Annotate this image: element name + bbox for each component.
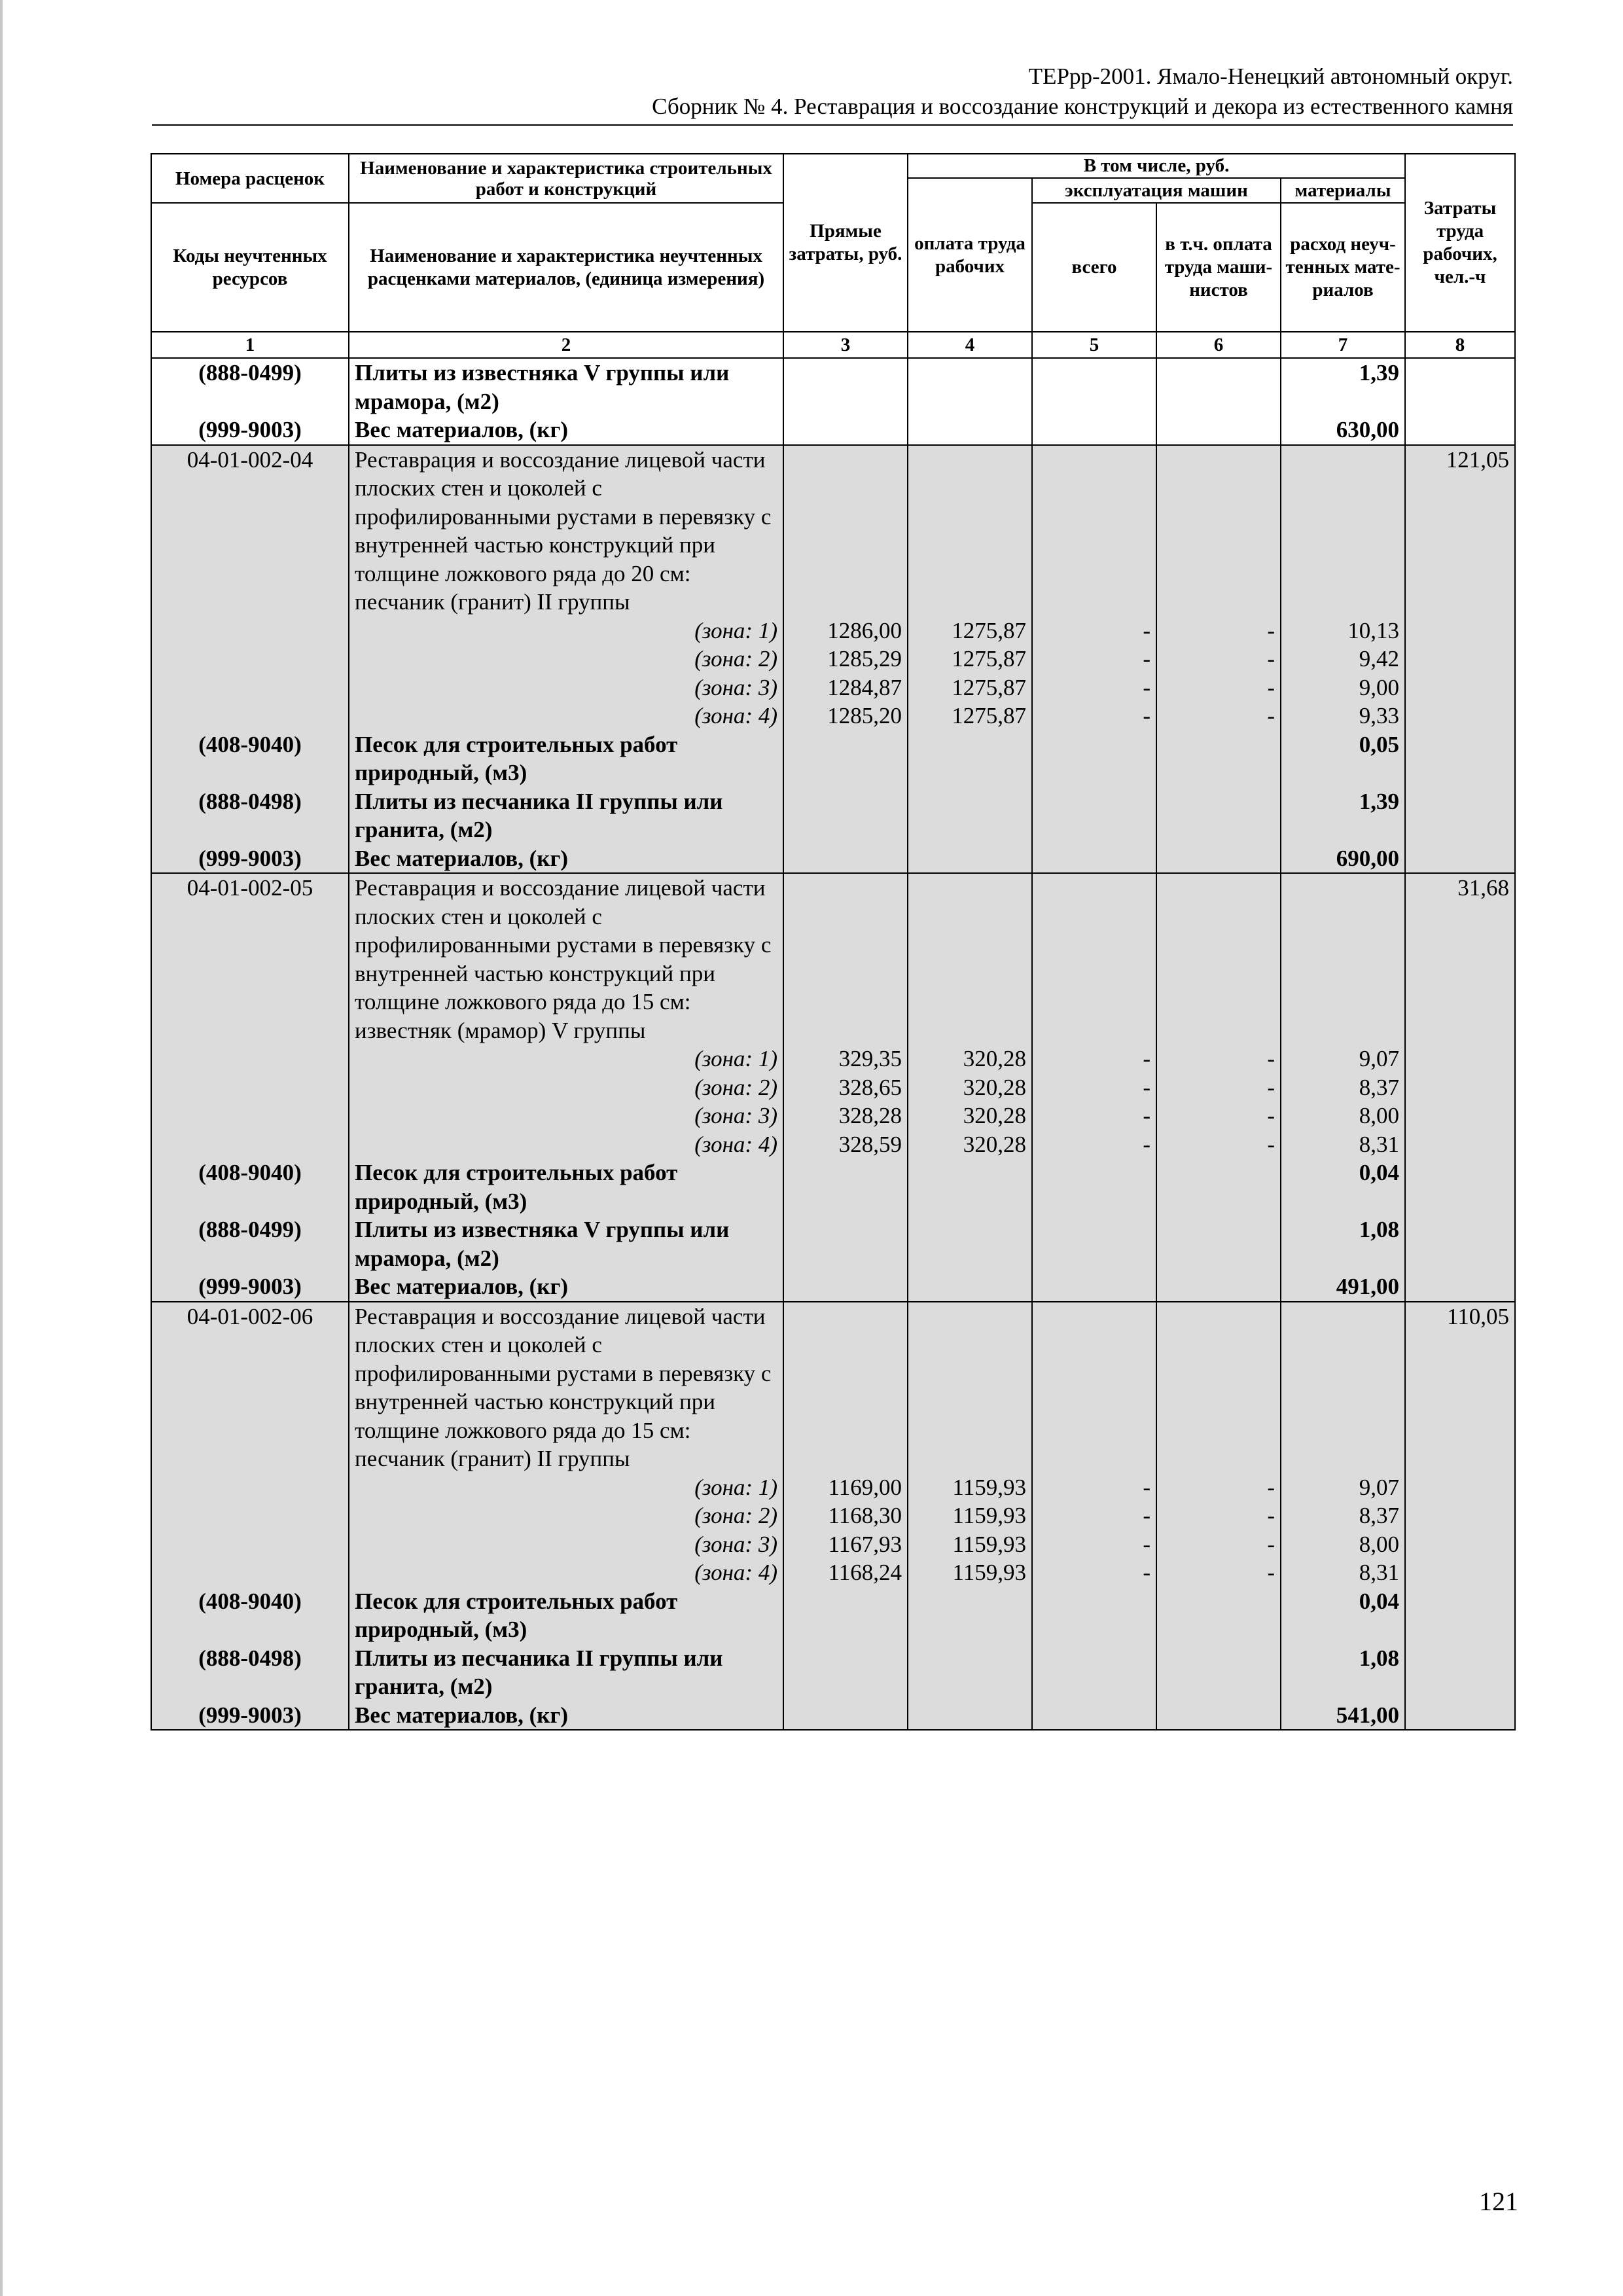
materials-cost: 9,00 xyxy=(1281,673,1405,702)
resource-row xyxy=(151,416,1515,445)
resource-row xyxy=(151,1158,1515,1215)
zone-label: (зона: 1) xyxy=(349,1045,783,1073)
empty-cell xyxy=(908,445,1032,617)
rate-row xyxy=(151,873,1515,1045)
materials-cost: 10,13 xyxy=(1281,617,1405,645)
empty-cell xyxy=(151,1045,349,1073)
empty-cell xyxy=(1032,873,1156,1045)
empty-cell xyxy=(908,1701,1032,1731)
worker-wage: 320,28 xyxy=(908,1102,1032,1130)
resource-name: Вес материалов, (кг) xyxy=(349,416,783,445)
resource-name: Вес материалов, (кг) xyxy=(349,1272,783,1302)
resource-name: Плиты из известняка V группы или мрамора, (м2) xyxy=(349,358,783,416)
resource-code: (999-9003) xyxy=(151,1272,349,1302)
empty-cell xyxy=(783,416,908,445)
empty-cell xyxy=(783,1158,908,1215)
resource-code: (999-9003) xyxy=(151,844,349,874)
empty-cell xyxy=(1281,873,1405,1045)
page-number: 121 xyxy=(1479,2187,1518,2216)
resource-row xyxy=(151,730,1515,787)
empty-cell xyxy=(1405,1558,1515,1587)
machines-total: - xyxy=(1032,1530,1156,1559)
resource-row xyxy=(151,358,1515,416)
materials-cost: 8,31 xyxy=(1281,1130,1405,1159)
rate-description: Реставрация и воссоздание лицевой части плоских стен и цоколей с профилированными рустами в перевязку с внутренней частью конструкций при толщине ложкового ряда до 20 см: песчаник (гранит) II группы xyxy=(349,445,783,617)
worker-wage: 1275,87 xyxy=(908,645,1032,673)
resource-quantity: 0,05 xyxy=(1281,730,1405,787)
operator-wage: - xyxy=(1156,1501,1281,1530)
empty-cell xyxy=(1405,673,1515,702)
resource-row xyxy=(151,787,1515,844)
empty-cell xyxy=(1032,1302,1156,1473)
header-machines-total: всего xyxy=(1032,203,1156,332)
resource-row xyxy=(151,1701,1515,1731)
worker-wage: 1159,93 xyxy=(908,1558,1032,1587)
empty-cell xyxy=(783,873,908,1045)
zone-label: (зона: 3) xyxy=(349,673,783,702)
machines-total: - xyxy=(1032,673,1156,702)
empty-cell xyxy=(908,730,1032,787)
zone-row xyxy=(151,1501,1515,1530)
column-number: 1 xyxy=(151,332,349,358)
zone-row xyxy=(151,1558,1515,1587)
resource-code: (888-0499) xyxy=(151,1215,349,1272)
zone-row xyxy=(151,645,1515,673)
resource-name: Песок для строительных работ природный, (м3) xyxy=(349,1587,783,1644)
header-rule xyxy=(152,124,1513,126)
empty-cell xyxy=(908,1644,1032,1701)
header-worker-wages: оплата труда рабочих xyxy=(908,178,1032,332)
resource-quantity: 690,00 xyxy=(1281,844,1405,874)
worker-wage: 1275,87 xyxy=(908,673,1032,702)
empty-cell xyxy=(1405,358,1515,416)
column-number: 5 xyxy=(1032,332,1156,358)
operator-wage: - xyxy=(1156,1073,1281,1102)
empty-cell xyxy=(151,1073,349,1102)
rates-table xyxy=(151,153,1516,1731)
empty-cell xyxy=(1156,844,1281,874)
resource-name: Плиты из известняка V группы или мрамора, (м2) xyxy=(349,1215,783,1272)
empty-cell xyxy=(1032,1644,1156,1701)
zone-row xyxy=(151,673,1515,702)
empty-cell xyxy=(783,1644,908,1701)
rate-row xyxy=(151,1302,1515,1473)
zone-label: (зона: 2) xyxy=(349,1073,783,1102)
empty-cell xyxy=(1405,1045,1515,1073)
rate-code: 04-01-002-04 xyxy=(151,445,349,617)
worker-wage: 320,28 xyxy=(908,1045,1032,1073)
zone-row xyxy=(151,1045,1515,1073)
header-machine-operation: эксплуатация машин xyxy=(1032,178,1281,203)
header-work-name: Наименование и характеристика строительных работ и конструкций xyxy=(349,154,783,203)
empty-cell xyxy=(1032,1701,1156,1731)
empty-cell xyxy=(908,787,1032,844)
empty-cell xyxy=(151,1102,349,1130)
machines-total: - xyxy=(1032,1558,1156,1587)
operator-wage: - xyxy=(1156,645,1281,673)
column-number: 6 xyxy=(1156,332,1281,358)
empty-cell xyxy=(1405,1587,1515,1644)
header-operator-wages: в т.ч. оплата труда маши-нистов xyxy=(1156,203,1281,332)
direct-cost: 1168,30 xyxy=(783,1501,908,1530)
labor-cost: 110,05 xyxy=(1405,1302,1515,1473)
materials-cost: 8,31 xyxy=(1281,1558,1405,1587)
direct-cost: 1284,87 xyxy=(783,673,908,702)
machines-total: - xyxy=(1032,1130,1156,1159)
resource-quantity: 0,04 xyxy=(1281,1587,1405,1644)
empty-cell xyxy=(783,730,908,787)
empty-cell xyxy=(908,844,1032,874)
empty-cell xyxy=(1281,445,1405,617)
column-number: 8 xyxy=(1405,332,1515,358)
resource-code: (408-9040) xyxy=(151,1587,349,1644)
operator-wage: - xyxy=(1156,1102,1281,1130)
empty-cell xyxy=(1405,645,1515,673)
zone-row xyxy=(151,1130,1515,1159)
running-header-subtitle: Сборник № 4. Реставрация и воссоздание конструкций и декора из естественного камня xyxy=(652,94,1513,119)
resource-code: (408-9040) xyxy=(151,1158,349,1215)
empty-cell xyxy=(1156,873,1281,1045)
operator-wage: - xyxy=(1156,1130,1281,1159)
resource-quantity: 1,39 xyxy=(1281,358,1405,416)
empty-cell xyxy=(1156,730,1281,787)
empty-cell xyxy=(151,1130,349,1159)
direct-cost: 328,28 xyxy=(783,1102,908,1130)
empty-cell xyxy=(151,702,349,730)
resource-code: (888-0499) xyxy=(151,358,349,416)
empty-cell xyxy=(1405,787,1515,844)
zone-row xyxy=(151,1530,1515,1559)
header-materials: материалы xyxy=(1281,178,1405,203)
resource-name: Плиты из песчаника II группы или гранита, (м2) xyxy=(349,787,783,844)
resource-quantity: 1,08 xyxy=(1281,1215,1405,1272)
rate-code: 04-01-002-05 xyxy=(151,873,349,1045)
operator-wage: - xyxy=(1156,1530,1281,1559)
empty-cell xyxy=(783,1302,908,1473)
table-header xyxy=(151,154,1515,358)
empty-cell xyxy=(1405,1530,1515,1559)
empty-cell xyxy=(1405,730,1515,787)
empty-cell xyxy=(151,1558,349,1587)
empty-cell xyxy=(1156,358,1281,416)
empty-cell xyxy=(1405,1501,1515,1530)
empty-cell xyxy=(1032,1158,1156,1215)
materials-cost: 8,00 xyxy=(1281,1102,1405,1130)
resource-quantity: 1,39 xyxy=(1281,787,1405,844)
empty-cell xyxy=(908,1302,1032,1473)
column-number: 2 xyxy=(349,332,783,358)
empty-cell xyxy=(783,358,908,416)
empty-cell xyxy=(151,617,349,645)
zone-label: (зона: 2) xyxy=(349,645,783,673)
empty-cell xyxy=(783,844,908,874)
operator-wage: - xyxy=(1156,1473,1281,1502)
zone-label: (зона: 3) xyxy=(349,1102,783,1130)
resource-quantity: 630,00 xyxy=(1281,416,1405,445)
resource-quantity: 491,00 xyxy=(1281,1272,1405,1302)
empty-cell xyxy=(908,1215,1032,1272)
empty-cell xyxy=(151,1530,349,1559)
operator-wage: - xyxy=(1156,617,1281,645)
resource-row xyxy=(151,1272,1515,1302)
empty-cell xyxy=(1032,1587,1156,1644)
empty-cell xyxy=(783,445,908,617)
empty-cell xyxy=(1405,1158,1515,1215)
empty-cell xyxy=(1405,1215,1515,1272)
empty-cell xyxy=(1032,844,1156,874)
empty-cell xyxy=(1405,702,1515,730)
empty-cell xyxy=(783,1272,908,1302)
worker-wage: 1159,93 xyxy=(908,1501,1032,1530)
operator-wage: - xyxy=(1156,673,1281,702)
header-material-name: Наименование и характеристика неучтенных расценками материалов, (единица измерения) xyxy=(349,203,783,332)
operator-wage: - xyxy=(1156,702,1281,730)
empty-cell xyxy=(1405,1272,1515,1302)
empty-cell xyxy=(908,416,1032,445)
zone-row xyxy=(151,1102,1515,1130)
zone-label: (зона: 3) xyxy=(349,1530,783,1559)
direct-cost: 1285,29 xyxy=(783,645,908,673)
empty-cell xyxy=(1032,1215,1156,1272)
empty-cell xyxy=(1405,1102,1515,1130)
direct-cost: 329,35 xyxy=(783,1045,908,1073)
worker-wage: 320,28 xyxy=(908,1130,1032,1159)
machines-total: - xyxy=(1032,1473,1156,1502)
empty-cell xyxy=(1405,617,1515,645)
header-labor-costs: Затраты труда рабочих, чел.-ч xyxy=(1405,154,1515,332)
direct-cost: 1285,20 xyxy=(783,702,908,730)
empty-cell xyxy=(1156,787,1281,844)
header-resource-codes: Коды неучтенных ресурсов xyxy=(151,203,349,332)
resource-quantity: 1,08 xyxy=(1281,1644,1405,1701)
resource-quantity: 0,04 xyxy=(1281,1158,1405,1215)
worker-wage: 1159,93 xyxy=(908,1473,1032,1502)
direct-cost: 1169,00 xyxy=(783,1473,908,1502)
direct-cost: 328,65 xyxy=(783,1073,908,1102)
resource-name: Плиты из песчаника II группы или гранита, (м2) xyxy=(349,1644,783,1701)
labor-cost: 31,68 xyxy=(1405,873,1515,1045)
empty-cell xyxy=(1405,1130,1515,1159)
empty-cell xyxy=(151,1473,349,1502)
empty-cell xyxy=(1281,1302,1405,1473)
zone-label: (зона: 4) xyxy=(349,1130,783,1159)
materials-cost: 8,00 xyxy=(1281,1530,1405,1559)
worker-wage: 320,28 xyxy=(908,1073,1032,1102)
worker-wage: 1275,87 xyxy=(908,702,1032,730)
zone-label: (зона: 4) xyxy=(349,702,783,730)
machines-total: - xyxy=(1032,1045,1156,1073)
zone-label: (зона: 2) xyxy=(349,1501,783,1530)
header-direct-costs: Прямые затраты, руб. xyxy=(783,154,908,332)
empty-cell xyxy=(1032,730,1156,787)
header-rate-numbers: Номера расценок xyxy=(151,154,349,203)
direct-cost: 1286,00 xyxy=(783,617,908,645)
resource-row xyxy=(151,1644,1515,1701)
resource-row xyxy=(151,1587,1515,1644)
operator-wage: - xyxy=(1156,1558,1281,1587)
direct-cost: 1168,24 xyxy=(783,1558,908,1587)
materials-cost: 9,42 xyxy=(1281,645,1405,673)
empty-cell xyxy=(1032,358,1156,416)
labor-cost: 121,05 xyxy=(1405,445,1515,617)
empty-cell xyxy=(1405,1701,1515,1731)
materials-cost: 9,33 xyxy=(1281,702,1405,730)
empty-cell xyxy=(151,1501,349,1530)
machines-total: - xyxy=(1032,702,1156,730)
empty-cell xyxy=(151,673,349,702)
resource-quantity: 541,00 xyxy=(1281,1701,1405,1731)
empty-cell xyxy=(908,1158,1032,1215)
materials-cost: 9,07 xyxy=(1281,1473,1405,1502)
resource-code: (999-9003) xyxy=(151,416,349,445)
resource-row xyxy=(151,1215,1515,1272)
empty-cell xyxy=(1156,1701,1281,1731)
header-including: В том числе, руб. xyxy=(908,154,1405,178)
resource-code: (888-0498) xyxy=(151,1644,349,1701)
empty-cell xyxy=(783,787,908,844)
page-edge xyxy=(0,0,3,2296)
empty-cell xyxy=(1156,1644,1281,1701)
column-number: 4 xyxy=(908,332,1032,358)
resource-name: Вес материалов, (кг) xyxy=(349,844,783,874)
rate-description: Реставрация и воссоздание лицевой части плоских стен и цоколей с профилированными рустами в перевязку с внутренней частью конструкций при толщине ложкового ряда до 15 см: песчаник (гранит) II группы xyxy=(349,1302,783,1473)
zone-label: (зона: 1) xyxy=(349,1473,783,1502)
machines-total: - xyxy=(1032,1501,1156,1530)
zone-label: (зона: 4) xyxy=(349,1558,783,1587)
empty-cell xyxy=(908,358,1032,416)
materials-cost: 9,07 xyxy=(1281,1045,1405,1073)
empty-cell xyxy=(151,645,349,673)
zone-row xyxy=(151,1073,1515,1102)
empty-cell xyxy=(1156,1587,1281,1644)
header-material-consumption: расход неуч-тенных мате-риалов xyxy=(1281,203,1405,332)
rate-description: Реставрация и воссоздание лицевой части плоских стен и цоколей с профилированными рустами в перевязку с внутренней частью конструкций при толщине ложкового ряда до 15 см: известняк (мрамор) V группы xyxy=(349,873,783,1045)
materials-cost: 8,37 xyxy=(1281,1073,1405,1102)
empty-cell xyxy=(1032,416,1156,445)
column-number: 7 xyxy=(1281,332,1405,358)
empty-cell xyxy=(908,1272,1032,1302)
machines-total: - xyxy=(1032,1073,1156,1102)
empty-cell xyxy=(1405,416,1515,445)
empty-cell xyxy=(1032,445,1156,617)
machines-total: - xyxy=(1032,645,1156,673)
worker-wage: 1275,87 xyxy=(908,617,1032,645)
zone-row xyxy=(151,1473,1515,1502)
operator-wage: - xyxy=(1156,1045,1281,1073)
empty-cell xyxy=(1405,1473,1515,1502)
zone-row xyxy=(151,702,1515,730)
worker-wage: 1159,93 xyxy=(908,1530,1032,1559)
resource-name: Песок для строительных работ природный, (м3) xyxy=(349,730,783,787)
empty-cell xyxy=(783,1701,908,1731)
empty-cell xyxy=(1032,1272,1156,1302)
empty-cell xyxy=(908,873,1032,1045)
table-body xyxy=(151,358,1515,1730)
resource-code: (999-9003) xyxy=(151,1701,349,1731)
direct-cost: 1167,93 xyxy=(783,1530,908,1559)
direct-cost: 328,59 xyxy=(783,1130,908,1159)
empty-cell xyxy=(783,1587,908,1644)
empty-cell xyxy=(1156,1272,1281,1302)
resource-code: (408-9040) xyxy=(151,730,349,787)
empty-cell xyxy=(1405,1073,1515,1102)
empty-cell xyxy=(1032,787,1156,844)
running-header-title: ТЕРрр-2001. Ямало-Ненецкий автономный округ. xyxy=(1028,63,1513,89)
empty-cell xyxy=(1156,445,1281,617)
resource-name: Песок для строительных работ природный, (м3) xyxy=(349,1158,783,1215)
resource-code: (888-0498) xyxy=(151,787,349,844)
machines-total: - xyxy=(1032,617,1156,645)
empty-cell xyxy=(1405,844,1515,874)
resource-row xyxy=(151,844,1515,874)
zone-row xyxy=(151,617,1515,645)
empty-cell xyxy=(1156,1158,1281,1215)
empty-cell xyxy=(908,1587,1032,1644)
empty-cell xyxy=(1405,1644,1515,1701)
rate-code: 04-01-002-06 xyxy=(151,1302,349,1473)
zone-label: (зона: 1) xyxy=(349,617,783,645)
materials-cost: 8,37 xyxy=(1281,1501,1405,1530)
empty-cell xyxy=(1156,1215,1281,1272)
rate-row xyxy=(151,445,1515,617)
empty-cell xyxy=(1156,416,1281,445)
empty-cell xyxy=(1156,1302,1281,1473)
empty-cell xyxy=(783,1215,908,1272)
resource-name: Вес материалов, (кг) xyxy=(349,1701,783,1731)
column-number: 3 xyxy=(783,332,908,358)
machines-total: - xyxy=(1032,1102,1156,1130)
